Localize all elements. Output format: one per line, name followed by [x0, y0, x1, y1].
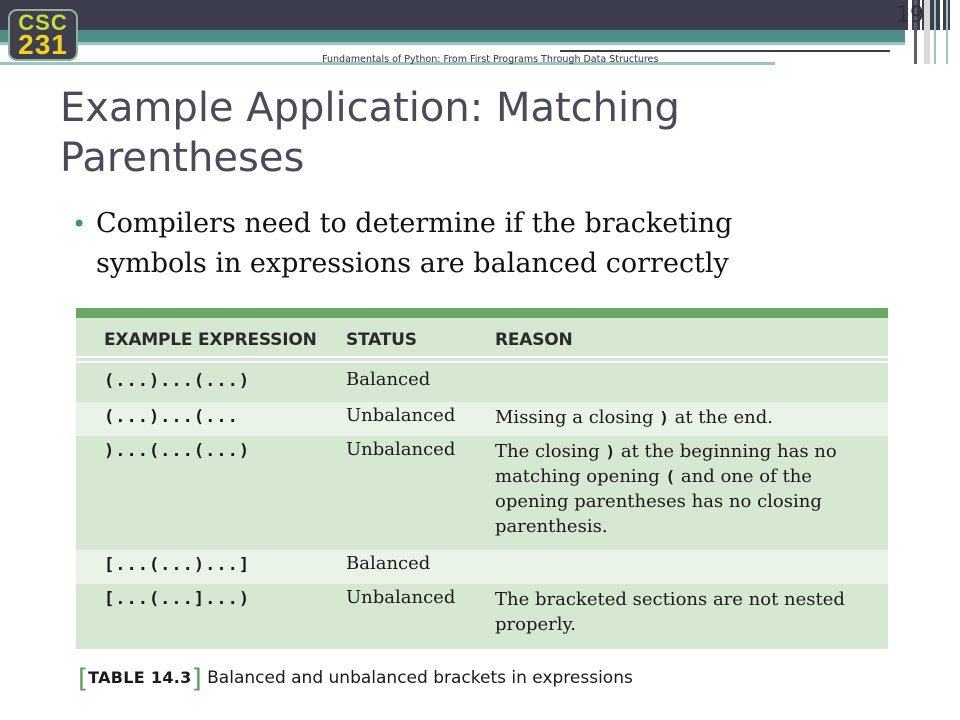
- header-divider-line: [560, 50, 890, 52]
- header-reason: REASON: [495, 330, 573, 350]
- cell-status: Unbalanced: [346, 439, 456, 460]
- cell-expression: )...(...(...): [104, 441, 251, 461]
- table-row: [76, 436, 888, 550]
- header-separator: [76, 361, 888, 363]
- cell-status: Unbalanced: [346, 405, 456, 426]
- cell-reason: [495, 405, 875, 430]
- caption-label: TABLE 14.3: [88, 668, 192, 687]
- reason-text: and one of the opening parentheses has no closing parenthesis.: [495, 466, 822, 537]
- cell-expression: (...)...(...: [104, 407, 239, 427]
- cell-expression: [...(...]...): [104, 589, 251, 609]
- logo-text-top: CSC: [18, 10, 68, 35]
- header-stripe: [946, 0, 948, 64]
- header-expression: EXAMPLE EXPRESSION: [104, 330, 317, 350]
- header-stripe: [940, 0, 943, 64]
- reason-text: at the beginning has no matching opening: [495, 441, 837, 487]
- header-accent-bar: [0, 30, 905, 42]
- reason-text: at the end.: [674, 407, 773, 428]
- bullet-point: [72, 204, 912, 284]
- slide-number: 19: [896, 3, 924, 28]
- header-stripe: [950, 0, 960, 64]
- book-subtitle: Fundamentals of Python: From First Programs Through Data Structures: [322, 54, 659, 65]
- table-row: [76, 402, 888, 436]
- cell-reason: The bracketed sections are not nested properly.: [495, 589, 845, 635]
- table-caption: [78, 664, 878, 694]
- course-logo: [8, 9, 78, 61]
- cell-status: Unbalanced: [346, 587, 456, 608]
- header-status: STATUS: [346, 330, 417, 350]
- slide-title-line2: Parentheses: [60, 135, 305, 181]
- reason-text: Missing a closing: [495, 407, 654, 428]
- bullet-dot-icon: •: [72, 210, 87, 238]
- header-accent-line: [0, 42, 905, 45]
- caption-bracket-open: [: [78, 664, 89, 694]
- cell-expression: [...(...)...]: [104, 555, 251, 575]
- caption-text: Balanced and unbalanced brackets in expressions: [207, 668, 633, 688]
- reason-text: The closing: [495, 441, 600, 462]
- reason-symbol: ): [659, 408, 669, 427]
- slide-title: [60, 83, 900, 183]
- table-row: [76, 366, 888, 402]
- bullet-text-line2: symbols in expressions are balanced correctly: [96, 248, 729, 279]
- reason-symbol: (: [665, 467, 676, 486]
- header-separator: [76, 356, 888, 358]
- cell-reason: [495, 439, 875, 539]
- table-header-row: [76, 318, 888, 366]
- table-row: [76, 550, 888, 584]
- caption-bracket-close: ]: [191, 664, 202, 694]
- cell-status: Balanced: [346, 553, 431, 574]
- header-bar: [0, 0, 960, 30]
- reason-symbol: ): [605, 442, 616, 461]
- cell-status: Balanced: [346, 369, 431, 390]
- slide-title-line1: Example Application: Matching: [60, 85, 680, 131]
- bullet-text-line1: Compilers need to determine if the bracketing: [96, 208, 733, 239]
- header-stripe: [934, 0, 936, 64]
- cell-expression: (...)...(...): [104, 371, 251, 391]
- table-row: [76, 584, 888, 649]
- brackets-table: [76, 308, 888, 649]
- logo-text-bottom: 231: [18, 29, 68, 60]
- table-top-rule: [76, 308, 888, 318]
